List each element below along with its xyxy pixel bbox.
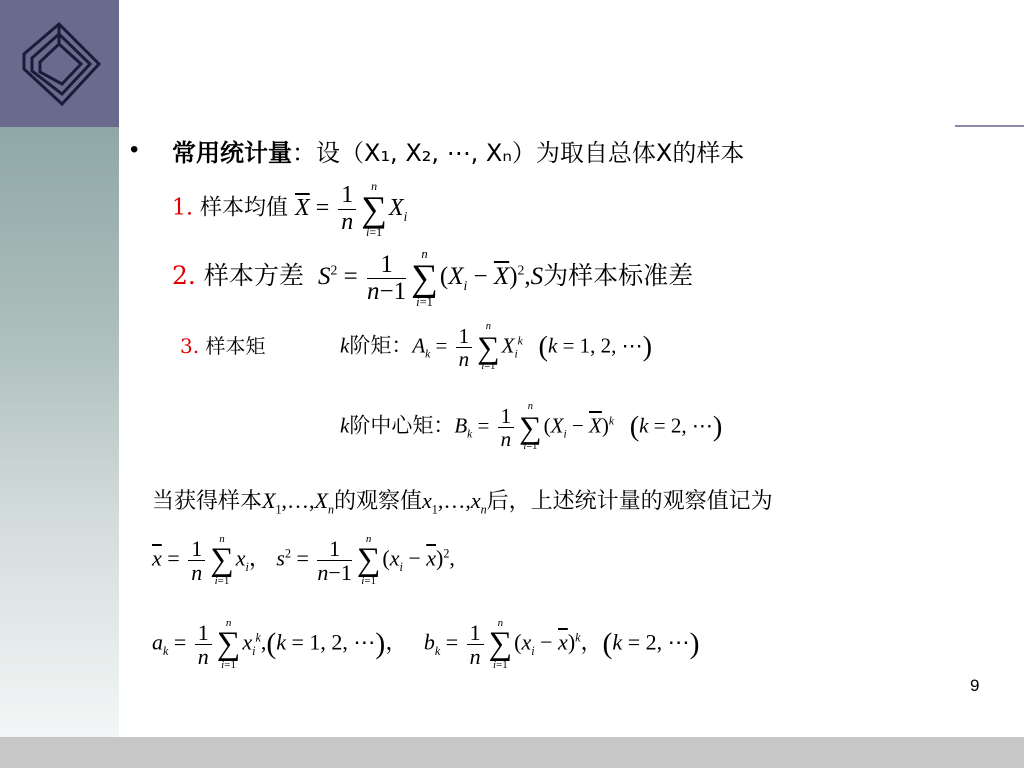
moment-label: 阶矩： xyxy=(349,333,413,358)
item-sample-mean xyxy=(172,180,407,238)
item-number: 2. xyxy=(172,261,196,291)
formula-observed-mean-variance: $\overline{x}$ = $\frac{1}{n}$ n ∑ i=1 $x_i$， $s^2$ = $\frac{1}{n-1}$ n ∑ i=1 $(x_i - \overline{x})^2$, xyxy=(152,533,455,588)
formula-mean: $\overline{X}$ = $\frac{1}{n}$ n ∑ i=1 $X_i$ xyxy=(295,179,408,240)
sentence-prefix: 当获得样本 xyxy=(152,489,263,514)
formula-raw-moment: k阶矩：$A_k$ = $\frac{1}{n}$ n ∑ i=1 $X_i^k$ (k = 1, 2, ⋯) xyxy=(340,321,653,373)
observed-sentence: 当获得样本$X_1,\dots,X_n$的观察值$x_1,\dots,x_n$后，上述统计量的观察值记为 xyxy=(152,488,773,517)
item-label: 样本矩 xyxy=(205,334,266,358)
formula-variance: $S^2$ = $\frac{1}{n-1}$ n ∑ i=1 $(X_i - \overline{X})^2,S$ xyxy=(311,247,544,310)
header-divider xyxy=(955,125,1024,127)
logo-panel xyxy=(0,0,119,127)
formula-central-moment: k阶中心矩：$B_k$ = $\frac{1}{n}$ n ∑ i=1 $(X_i - \overline{X})^k$ (k = 2, ⋯) xyxy=(340,401,723,453)
item-label: 样本方差 xyxy=(203,261,304,291)
item-number: 3. xyxy=(180,334,200,358)
item-number: 1. xyxy=(172,195,193,221)
heading-rest: ：设（X₁, X₂, ⋯, Xₙ）为取自总体X的样本 xyxy=(292,139,745,167)
std-dev-note: 为样本标准差 xyxy=(543,261,694,291)
page-number: 9 xyxy=(970,676,980,695)
sentence-middle: 的观察值 xyxy=(334,489,423,514)
bullet-icon: • xyxy=(130,136,139,163)
book-logo-icon xyxy=(14,14,106,114)
item-sample-moments xyxy=(180,330,265,359)
left-gradient-sidebar xyxy=(0,127,119,737)
slide-heading xyxy=(172,133,744,168)
item-sample-variance xyxy=(172,248,693,309)
footer-bar xyxy=(0,737,1024,768)
sentence-suffix: 后，上述统计量的观察值记为 xyxy=(486,489,773,514)
heading-bold-label: 常用统计量 xyxy=(172,139,292,167)
formula-observed-moments: $a_k$ = $\frac{1}{n}$ n ∑ i=1 $x_i^k,(k = 1$, 2, ⋯)， $b_k$ = $\frac{1}{n}$ n ∑ i=1 $(x_i - \overline{x})^k$，(k = 2, ⋯) xyxy=(152,617,700,672)
central-moment-label: 阶中心矩： xyxy=(349,413,455,438)
item-label: 样本均值 xyxy=(200,195,289,221)
